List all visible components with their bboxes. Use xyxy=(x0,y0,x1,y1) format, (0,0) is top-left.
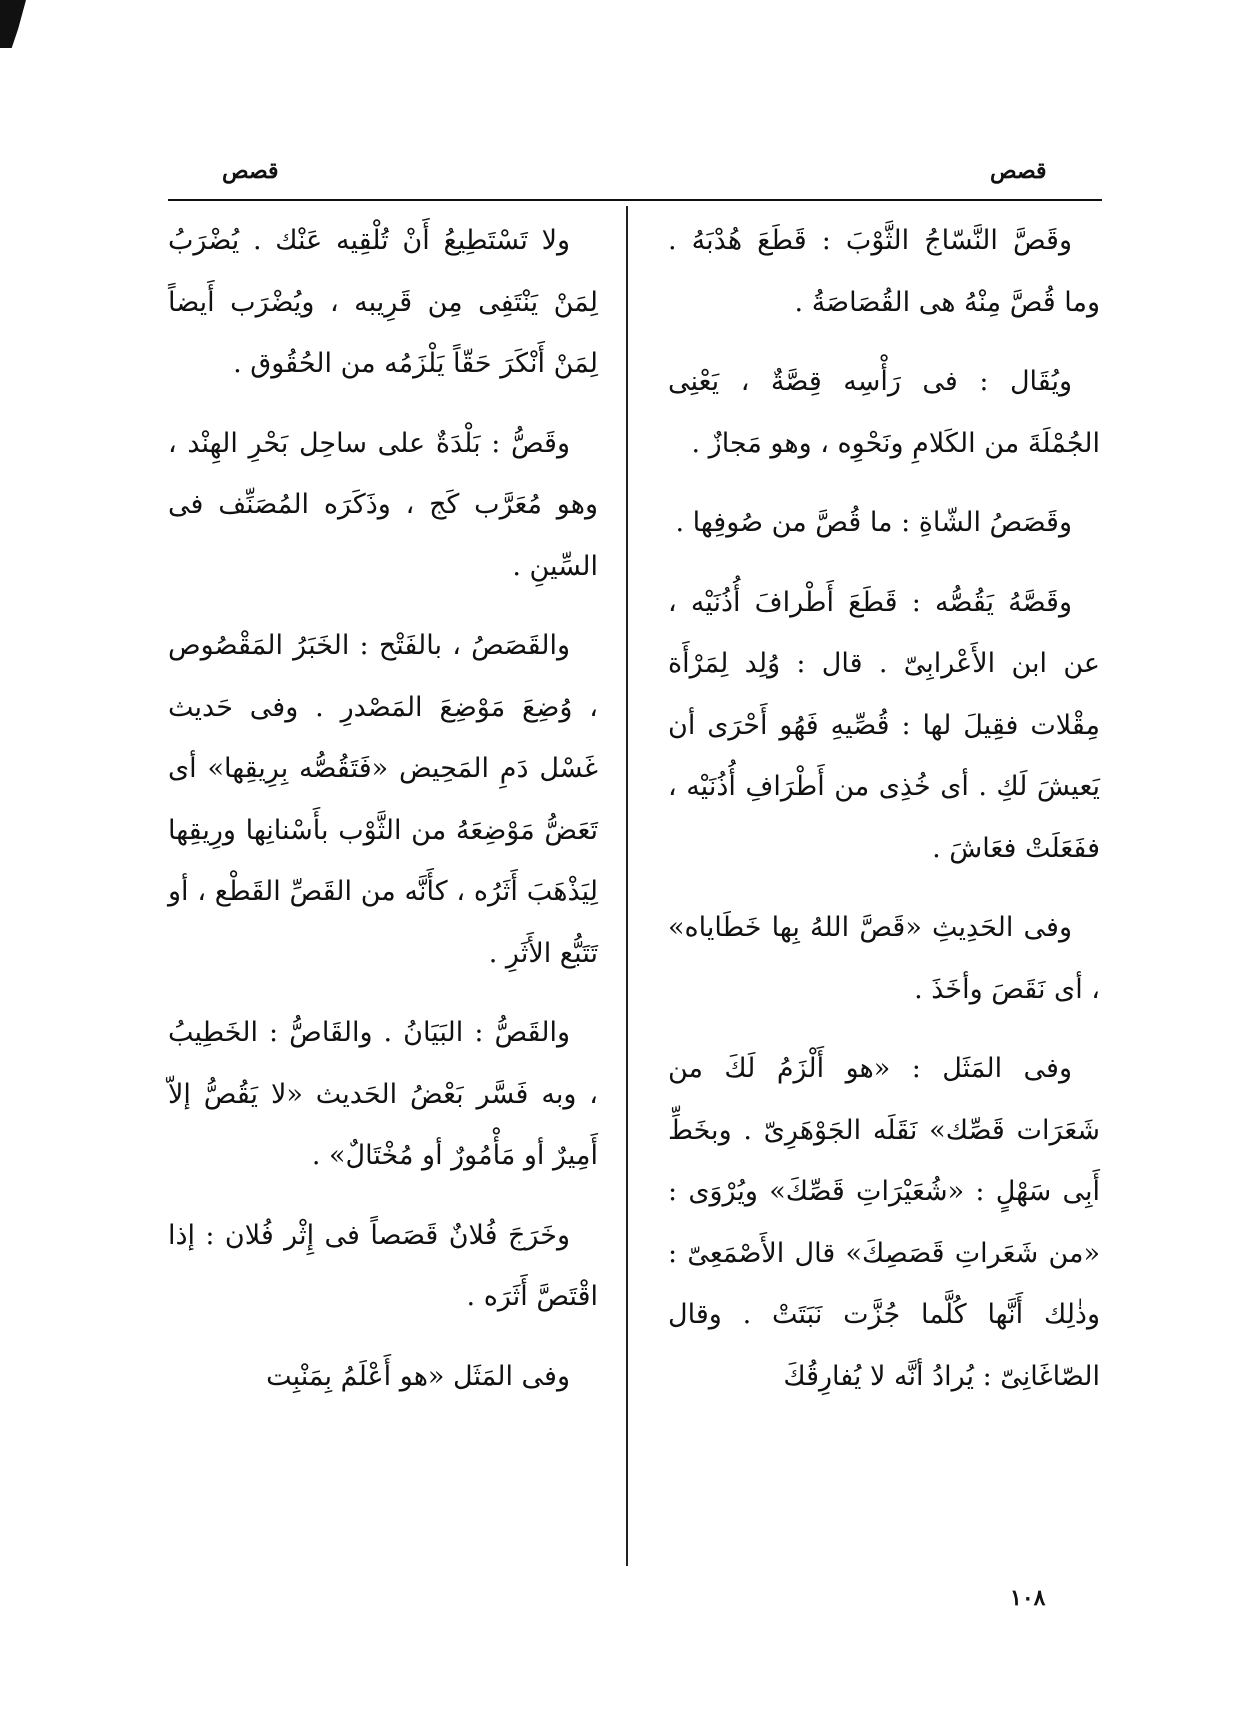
paragraph: وقَصَّهُ يَقُصُّه : قَطَعَ أَطْرافَ أُذُنَيْه ، عن ابن الأَعْرابِىّ . قال : وُلِد لِمَرْأَة مِقْلات فقِيلَ لها : قُصِّيهِ فَهُو أَحْرَى أن يَعيشَ لَكِ . أى خُذِى من أَطْرَافِ أُذُنَيْه ، ففَعَلَتْ فعَاشَ . xyxy=(668,586,1100,864)
page-number: ١٠٨ xyxy=(1010,1585,1046,1611)
paragraph: وقَصَصُ الشّاةِ : ما قُصَّ من صُوفِها . xyxy=(675,507,1072,538)
column-divider xyxy=(626,206,628,1566)
paragraph: وفى المَثَل «هو أَعْلَمُ بِمَنْبِت xyxy=(266,1360,570,1392)
paragraph: وقَصُّ : بَلْدَةٌ على ساحِل بَحْرِ الهِنْد ، وهو مُعَرَّب كَج ، وذَكَرَه المُصَنِّف فى السِّينِ . xyxy=(168,427,598,582)
scan-edge-mark xyxy=(0,0,26,48)
paragraph: ولا تَسْتَطِيعُ أَنْ تُلْقِيه عَنْك . يُضْرَبُ لِمَنْ يَنْتَفِى مِن قَرِيبه ، ويُضْرَب أَيضاً لِمَنْ أَنْكَرَ حَقّاً يَلْزَمُه من الحُقُوق . xyxy=(168,225,598,379)
paragraph: ويُقَال : فى رَأْسِه قِصَّةٌ ، يَعْنِى الجُمْلَةَ من الكَلامِ ونَحْوِه ، وهو مَجازٌ . xyxy=(668,366,1100,459)
text-column-left xyxy=(168,210,598,1425)
paragraph: وقَصَّ النَّسّاجُ الثَّوْبَ : قَطَعَ هُدْبَهُ . وما قُصَّ مِنْهُ هى القُصَاصَةُ . xyxy=(668,225,1100,318)
header-rule xyxy=(168,199,1102,201)
paragraph: والقَصُّ : البَيَانُ . والقَاصُّ : الخَطِيبُ ، وبه فَسَّر بَعْضُ الحَديث «لا يَقُصُّ إلاّ أَمِيرٌ أو مَأْمُورٌ أو مُخْتَالٌ» . xyxy=(168,1017,598,1171)
running-header-right: قصص xyxy=(990,158,1047,184)
paragraph: وخَرَجَ فُلانٌ قَصَصاً فى إِثْر فُلان : إذا اقْتَصَّ أَثَرَه . xyxy=(168,1219,598,1312)
running-header-left: قصص xyxy=(222,158,279,184)
text-column-right xyxy=(668,210,1100,1425)
paragraph: والقَصَصُ ، بالفَتْح : الخَبَرُ المَقْصُوص ، وُضِعَ مَوْضِعَ المَصْدرِ . وفى حَديث غَسْل دَمِ المَحِيض «فَتَقُصُّه بِرِيقِها» أى تَعَضُّ مَوْضِعَهُ من الثَّوْب بأَسْنانِها ورِيقِها لِيَذْهَبَ أَثَرُه ، كأَنَّه من القَصِّ القَطْع ، أو تَتَبُّع الأَثَرِ . xyxy=(168,630,598,969)
paragraph: وفى الحَدِيثِ «قَصَّ اللهُ بِها خَطَاياه» ، أى نَقَصَ وأخَذَ . xyxy=(668,912,1100,1005)
paragraph: وفى المَثَل : «هو أَلْزَمُ لَكَ من شَعَرَات قَصِّك» نَقَلَه الجَوْهَرِىّ . وبخَطِّ أَبِى سَهْلٍ : «شُعَيْرَاتِ قَصِّكَ» ويُرْوَى : «من شَعَراتِ قَصَصِكَ» قال الأَصْمَعِىّ : وذٰلِك أَنَّها كُلَّما جُزَّت نَبَتَتْ . وقال الصّاغَانِىّ : يُرادُ أنَّه لا يُفارِقُكَ xyxy=(668,1053,1100,1392)
